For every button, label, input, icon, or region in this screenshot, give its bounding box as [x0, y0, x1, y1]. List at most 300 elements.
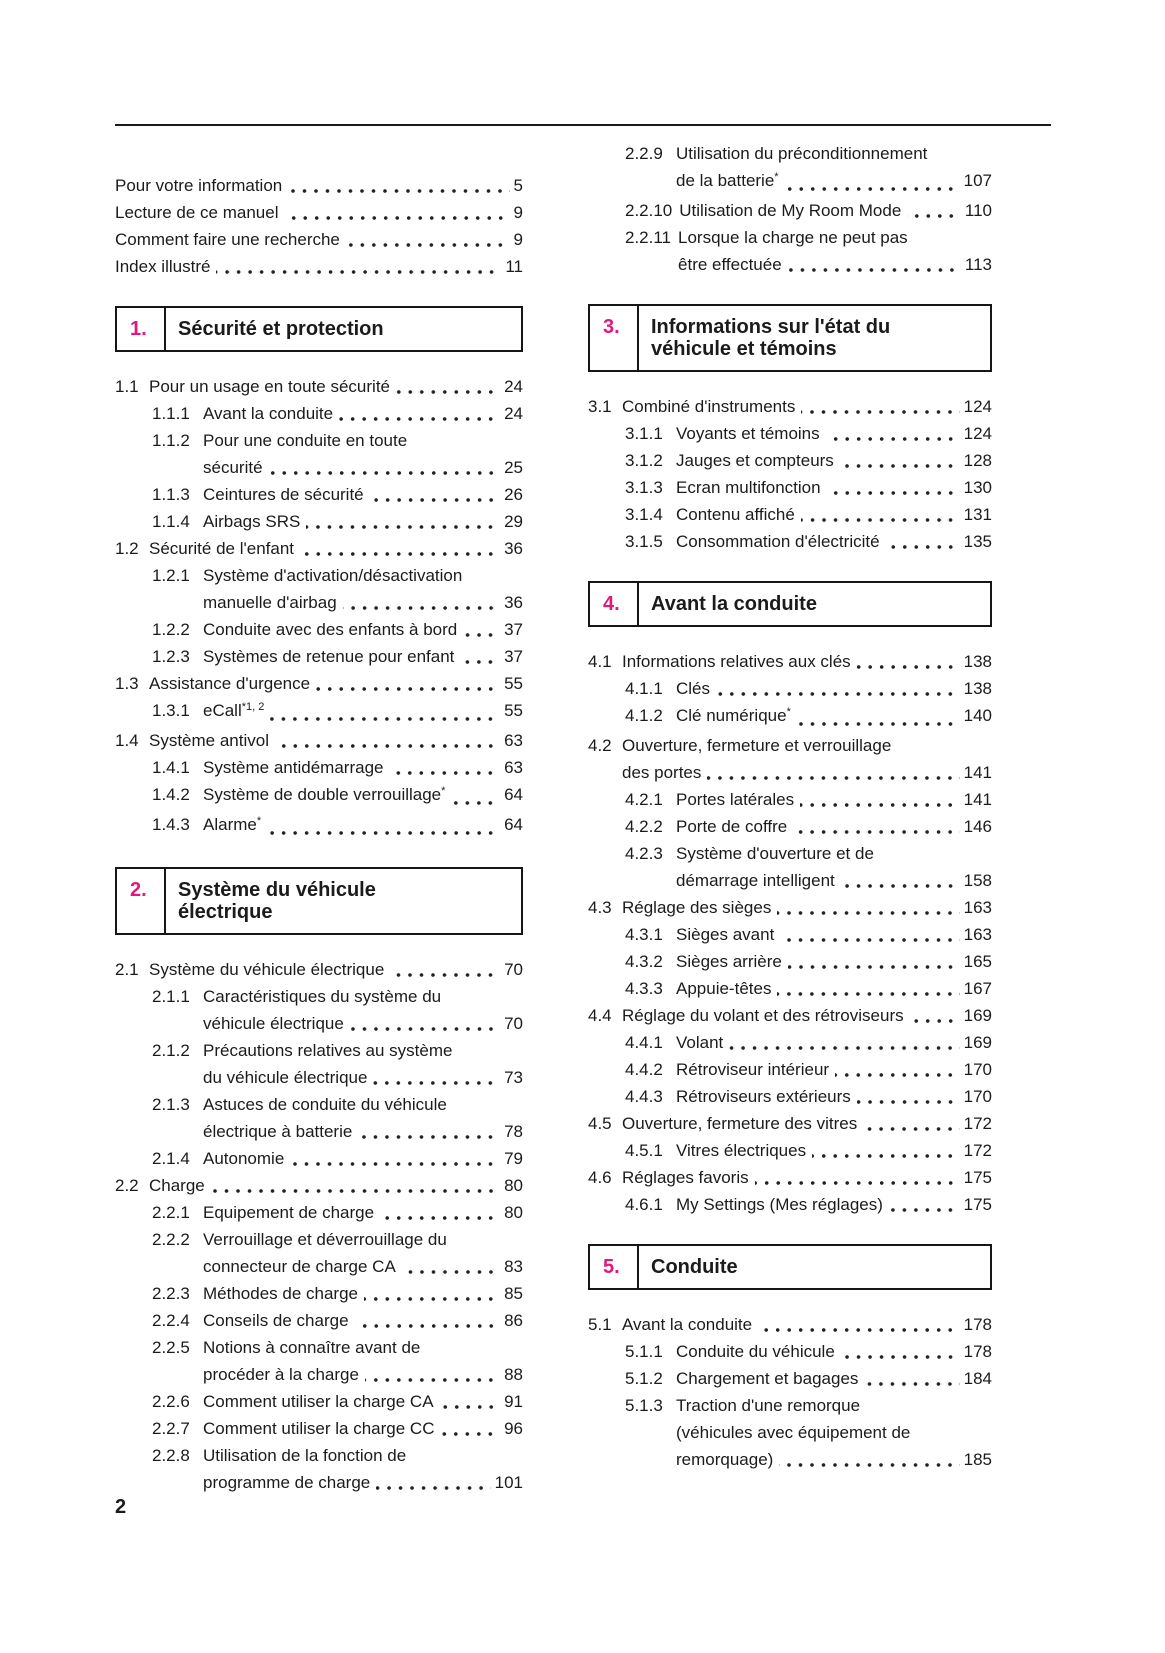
dot-leader — [707, 769, 959, 781]
entry-number: 4.6.1 — [625, 1195, 663, 1214]
entry-page-number: 170 — [963, 1060, 992, 1079]
entry-text: Réglage du volant et des rétroviseurs — [622, 1006, 904, 1025]
entry-line — [622, 1110, 992, 1137]
entry-text: Sécurité de l'enfant — [149, 539, 295, 558]
toc-entry — [588, 840, 992, 894]
entry-text: sécurité — [203, 458, 263, 477]
entry-body — [203, 1415, 523, 1442]
toc-entry — [588, 447, 992, 474]
entry-number: 2.2.9 — [625, 144, 663, 163]
toc-entry — [588, 1338, 992, 1365]
dot-leader — [777, 985, 959, 997]
entry-page-number: 128 — [963, 451, 992, 470]
section-title — [637, 583, 990, 625]
entry-body — [676, 1191, 992, 1218]
entry-text: Assistance d'urgence — [149, 674, 311, 693]
entry-text: Volant — [676, 1033, 724, 1052]
entry-page-number: 169 — [963, 1006, 992, 1025]
entry-page-number: 85 — [504, 1284, 523, 1303]
entry-body — [203, 427, 523, 481]
toc-entry — [588, 948, 992, 975]
section-title — [637, 1246, 990, 1288]
entry-body — [676, 1338, 992, 1365]
page-number: 2 — [115, 1496, 127, 1518]
entry-line — [622, 648, 992, 675]
entry-line — [203, 1334, 523, 1361]
toc-entry — [115, 781, 523, 811]
entry-page-number: 55 — [504, 701, 523, 720]
dot-leader — [755, 1174, 960, 1186]
entry-line — [622, 1164, 992, 1191]
toc-entry — [115, 481, 523, 508]
entry-line — [203, 1064, 523, 1091]
entry-text: Charge — [149, 1176, 205, 1195]
entry-line — [203, 754, 523, 781]
entry-page-number: 80 — [504, 1203, 523, 1222]
entry-line — [203, 1280, 523, 1307]
dot-leader — [290, 1155, 500, 1167]
entry-text: Chargement et bagages — [676, 1369, 859, 1388]
dot-leader — [270, 710, 500, 722]
entry-text: connecteur de charge CA — [203, 1257, 396, 1276]
entry-line — [203, 983, 523, 1010]
entry-page-number: 130 — [963, 478, 992, 497]
entry-number: 1.4.3 — [152, 815, 190, 834]
dot-leader — [863, 1120, 959, 1132]
toc-entry — [588, 648, 992, 675]
entry-page-number: 165 — [963, 952, 992, 971]
entry-number: 2.2.3 — [152, 1284, 190, 1303]
entry-line — [676, 167, 992, 197]
entry-number: 1.2.1 — [152, 566, 190, 585]
entry-number: 4.5.1 — [625, 1141, 663, 1160]
entry-number: 3.1.4 — [625, 505, 663, 524]
dot-leader — [460, 653, 500, 665]
dot-leader — [801, 403, 959, 415]
section-number: 4. — [603, 593, 620, 615]
toc-entry — [115, 400, 523, 427]
entry-line — [203, 1226, 523, 1253]
entry-text: Autonomie — [203, 1149, 285, 1168]
toc-entry — [588, 894, 992, 921]
entry-line — [676, 1083, 992, 1110]
entry-number: 2.2.2 — [152, 1230, 190, 1249]
entry-number: 2.1.4 — [152, 1149, 190, 1168]
toc-entry — [115, 226, 523, 253]
toc-entry — [588, 224, 992, 278]
entry-body — [676, 501, 992, 528]
entry-number: 1.1.4 — [152, 512, 190, 531]
entry-body — [203, 697, 523, 727]
entry-text: Clés — [676, 679, 711, 698]
entry-line — [678, 224, 992, 251]
dot-leader — [835, 1066, 960, 1078]
entry-page-number: 91 — [504, 1392, 523, 1411]
entry-body — [679, 197, 992, 224]
toc-entry — [115, 508, 523, 535]
entry-page-number: 172 — [963, 1141, 992, 1160]
dot-leader — [346, 236, 510, 248]
entry-body — [203, 1280, 523, 1307]
entry-line — [115, 253, 523, 280]
entry-number: 3.1.1 — [625, 424, 663, 443]
entry-line — [203, 1307, 523, 1334]
entry-text: véhicule électrique — [203, 1014, 344, 1033]
entry-text: Vitres électriques — [676, 1141, 807, 1160]
entry-body — [203, 1145, 523, 1172]
entry-page-number: 175 — [963, 1195, 992, 1214]
entry-number: 2.2.7 — [152, 1419, 190, 1438]
entry-number: 2.2.4 — [152, 1311, 190, 1330]
entry-line — [203, 697, 523, 727]
entry-text: être effectuée — [678, 255, 782, 274]
entry-body — [622, 894, 992, 921]
toc-entry — [588, 1110, 992, 1137]
entry-page-number: 163 — [963, 898, 992, 917]
entry-number: 2.1.2 — [152, 1041, 190, 1060]
toc-column-left — [115, 126, 523, 1496]
entry-text: procéder à la charge — [203, 1365, 359, 1384]
entry-text: Caractéristiques du système du — [203, 987, 442, 1006]
entry-number: 4.3.1 — [625, 925, 663, 944]
entry-number: 4.2.1 — [625, 790, 663, 809]
entry-body — [676, 528, 992, 555]
entry-line — [676, 1056, 992, 1083]
entry-text: Clé numérique — [676, 706, 787, 725]
toc-entry — [115, 373, 523, 400]
toc-column-right — [588, 126, 992, 1473]
entry-number: 4.4 — [588, 1006, 612, 1025]
entry-line — [203, 1469, 523, 1496]
dot-leader — [288, 182, 509, 194]
entry-body — [149, 1172, 523, 1199]
entry-page-number: 185 — [963, 1450, 992, 1469]
dot-leader — [780, 931, 959, 943]
dot-leader — [370, 491, 500, 503]
section-title-line: Informations sur l'état du — [651, 316, 891, 338]
dot-leader — [788, 261, 961, 273]
entry-text: Voyants et témoins — [676, 424, 820, 443]
entry-page-number: 24 — [504, 404, 523, 423]
superscript-note-marker: * — [774, 171, 779, 183]
entry-text: Comment faire une recherche — [115, 230, 340, 249]
entry-number: 1.2 — [115, 539, 139, 558]
entry-page-number: 64 — [504, 785, 523, 804]
section-heading-box — [588, 304, 992, 372]
dot-leader — [389, 764, 500, 776]
entry-line — [149, 1172, 523, 1199]
dot-leader — [841, 1348, 960, 1360]
entry-page-number: 131 — [963, 505, 992, 524]
entry-body — [203, 508, 523, 535]
toc-entry — [115, 983, 523, 1037]
entry-number: 2.2.8 — [152, 1446, 190, 1465]
dot-leader — [358, 1128, 500, 1140]
section-title-line: Conduite — [651, 1256, 738, 1278]
dot-leader — [316, 680, 500, 692]
entry-number: 1.4 — [115, 731, 139, 750]
entry-number: 4.3.2 — [625, 952, 663, 971]
entry-number: 3.1.5 — [625, 532, 663, 551]
entry-page-number: 178 — [963, 1315, 992, 1334]
section-number: 1. — [130, 318, 147, 340]
entry-text: Lecture de ce manuel — [115, 203, 279, 222]
toc-entry — [588, 140, 992, 197]
toc-entry — [588, 1137, 992, 1164]
entry-line — [676, 813, 992, 840]
entry-page-number: 169 — [963, 1033, 992, 1052]
entry-text: eCall — [203, 701, 242, 720]
dot-leader — [440, 1398, 501, 1410]
dot-leader — [886, 538, 960, 550]
entry-line — [203, 454, 523, 481]
entry-page-number: 141 — [963, 790, 992, 809]
toc-entry — [588, 702, 992, 732]
entry-text: Ouverture, fermeture et verrouillage — [622, 736, 892, 755]
entry-text: Utilisation de la fonction de — [203, 1446, 407, 1465]
dot-leader — [841, 877, 960, 889]
entry-number: 1.3.1 — [152, 701, 190, 720]
toc-entry — [588, 786, 992, 813]
dot-leader — [390, 966, 500, 978]
entry-line — [149, 727, 523, 754]
entry-line — [149, 535, 523, 562]
entry-number: 5.1 — [588, 1315, 612, 1334]
entry-body — [203, 1091, 523, 1145]
toc-entry — [588, 197, 992, 224]
toc-entry — [588, 1392, 992, 1473]
dot-leader — [812, 1147, 960, 1159]
dot-leader — [793, 823, 959, 835]
entry-body — [149, 670, 523, 697]
entry-number: 4.2 — [588, 736, 612, 755]
entry-number: 5.1.3 — [625, 1396, 663, 1415]
entry-line — [676, 948, 992, 975]
entry-body — [203, 1442, 523, 1496]
dot-leader — [827, 484, 960, 496]
entry-page-number: 124 — [963, 397, 992, 416]
entry-line — [622, 894, 992, 921]
toc-entry — [588, 921, 992, 948]
dot-leader — [716, 685, 960, 697]
entry-body — [203, 1199, 523, 1226]
entry-line — [676, 1446, 992, 1473]
entry-text: Avant la conduite — [622, 1315, 753, 1334]
dot-leader — [463, 626, 500, 638]
entry-number: 4.2.2 — [625, 817, 663, 836]
entry-page-number: 36 — [504, 539, 523, 558]
toc-entry — [115, 811, 523, 841]
dot-leader — [800, 796, 960, 808]
entry-number: 3.1.2 — [625, 451, 663, 470]
toc-entry — [588, 975, 992, 1002]
entry-line — [203, 1199, 523, 1226]
entry-page-number: 37 — [504, 647, 523, 666]
entry-text: Pour votre information — [115, 176, 283, 195]
entry-text: démarrage intelligent — [676, 871, 835, 890]
toc-entry — [115, 1442, 523, 1496]
entry-line — [676, 1419, 992, 1446]
entry-line — [676, 840, 992, 867]
entry-page-number: 138 — [963, 679, 992, 698]
entry-text: Rétroviseurs extérieurs — [676, 1087, 851, 1106]
toc-entry — [588, 1056, 992, 1083]
entry-page-number: 184 — [963, 1369, 992, 1388]
entry-text: Sièges avant — [676, 925, 775, 944]
entry-body — [203, 811, 523, 841]
entry-number: 2.2 — [115, 1176, 139, 1195]
dot-leader — [364, 1290, 500, 1302]
entry-body — [622, 732, 992, 786]
entry-body — [676, 786, 992, 813]
entry-number: 2.1.1 — [152, 987, 190, 1006]
entry-page-number: 96 — [504, 1419, 523, 1438]
entry-line — [203, 1415, 523, 1442]
dot-leader — [275, 737, 500, 749]
entry-body — [676, 1365, 992, 1392]
toc-entry — [588, 1002, 992, 1029]
entry-page-number: 158 — [963, 871, 992, 890]
section-title-line: Avant la conduite — [651, 593, 817, 615]
section-number: 5. — [603, 1256, 620, 1278]
entry-body — [676, 447, 992, 474]
entry-body — [676, 474, 992, 501]
entry-body — [203, 1388, 523, 1415]
entry-line — [676, 1137, 992, 1164]
entry-page-number: 9 — [513, 230, 523, 249]
dot-leader — [350, 1020, 500, 1032]
entry-text: Système d'ouverture et de — [676, 844, 874, 863]
entry-body — [203, 1037, 523, 1091]
entry-text: Réglage des sièges — [622, 898, 772, 917]
entry-page-number: 175 — [963, 1168, 992, 1187]
entry-text: Pour une conduite en toute — [203, 431, 408, 450]
entry-number: 4.1 — [588, 652, 612, 671]
toc-entry — [115, 1307, 523, 1334]
entry-line — [622, 393, 992, 420]
entry-text: programme de charge — [203, 1473, 371, 1492]
toc-entry — [115, 1280, 523, 1307]
entry-page-number: 64 — [504, 815, 523, 834]
dot-leader — [729, 1039, 959, 1051]
entry-text: manuelle d'airbag — [203, 593, 337, 612]
entry-text: Index illustré — [115, 257, 211, 276]
entry-body — [203, 1307, 523, 1334]
entry-line — [676, 1392, 992, 1419]
entry-page-number: 135 — [963, 532, 992, 551]
entry-body — [115, 226, 523, 253]
entry-body — [203, 983, 523, 1037]
entry-text: Lorsque la charge ne peut pas — [678, 228, 908, 247]
dot-leader — [300, 545, 500, 557]
entry-line — [676, 1029, 992, 1056]
entry-page-number: 55 — [504, 674, 523, 693]
section-heading-box — [115, 306, 523, 352]
entry-text: Système antidémarrage — [203, 758, 384, 777]
entry-line — [676, 140, 992, 167]
dot-leader — [758, 1321, 960, 1333]
entry-line — [203, 1253, 523, 1280]
entry-body — [676, 420, 992, 447]
section-title — [637, 306, 990, 370]
entry-page-number: 5 — [513, 176, 523, 195]
entry-line — [203, 1091, 523, 1118]
entry-page-number: 163 — [963, 925, 992, 944]
entry-text: Système d'activation/désactivation — [203, 566, 463, 585]
toc-entry — [588, 732, 992, 786]
entry-line — [203, 589, 523, 616]
entry-text: Consommation d'électricité — [676, 532, 880, 551]
toc-entry — [588, 420, 992, 447]
dot-leader — [376, 1479, 490, 1491]
entry-number: 1.4.2 — [152, 785, 190, 804]
entry-number: 2.1.3 — [152, 1095, 190, 1114]
entry-page-number: 124 — [963, 424, 992, 443]
entry-page-number: 36 — [504, 593, 523, 612]
dot-leader — [267, 824, 500, 836]
dot-leader — [801, 511, 960, 523]
entry-text: Traction d'une remorque — [676, 1396, 861, 1415]
entry-body — [203, 1226, 523, 1280]
entry-text: Airbags SRS — [203, 512, 301, 531]
toc-entry — [115, 727, 523, 754]
section-title — [164, 869, 521, 933]
toc-entry — [588, 675, 992, 702]
entry-page-number: 25 — [504, 458, 523, 477]
toc-entry — [588, 813, 992, 840]
entry-number: 4.5 — [588, 1114, 612, 1133]
entry-page-number: 146 — [963, 817, 992, 836]
section-number: 3. — [603, 316, 620, 338]
entry-page-number: 80 — [504, 1176, 523, 1195]
entry-text: Ouverture, fermeture des vitres — [622, 1114, 858, 1133]
dot-leader — [396, 383, 500, 395]
section-title-line: électrique — [178, 901, 273, 923]
superscript-note-marker: * — [441, 785, 446, 797]
toc-entry — [115, 616, 523, 643]
entry-body — [676, 140, 992, 197]
entry-number: 5.1.2 — [625, 1369, 663, 1388]
entry-body — [676, 1137, 992, 1164]
entry-page-number: 107 — [963, 171, 992, 190]
entry-line — [203, 481, 523, 508]
dot-leader — [451, 794, 500, 806]
entry-page-number: 70 — [504, 960, 523, 979]
toc-entry — [588, 1164, 992, 1191]
entry-body — [149, 956, 523, 983]
entry-line — [676, 786, 992, 813]
toc-entry — [115, 1091, 523, 1145]
entry-line — [149, 670, 523, 697]
entry-text: Conseils de charge — [203, 1311, 349, 1330]
entry-page-number: 70 — [504, 1014, 523, 1033]
dot-leader — [380, 1209, 500, 1221]
entry-text: Porte de coffre — [676, 817, 788, 836]
toc-entry — [588, 501, 992, 528]
toc-entry — [115, 172, 523, 199]
entry-text: Comment utiliser la charge CC — [203, 1419, 435, 1438]
dot-leader — [777, 904, 959, 916]
entry-body — [676, 1056, 992, 1083]
entry-line — [676, 1338, 992, 1365]
entry-text: Astuces de conduite du véhicule — [203, 1095, 447, 1114]
entry-number: 1.2.3 — [152, 647, 190, 666]
entry-line — [676, 474, 992, 501]
toc-entry — [115, 535, 523, 562]
dot-leader — [343, 599, 500, 611]
entry-page-number: 37 — [504, 620, 523, 639]
entry-text: Portes latérales — [676, 790, 795, 809]
